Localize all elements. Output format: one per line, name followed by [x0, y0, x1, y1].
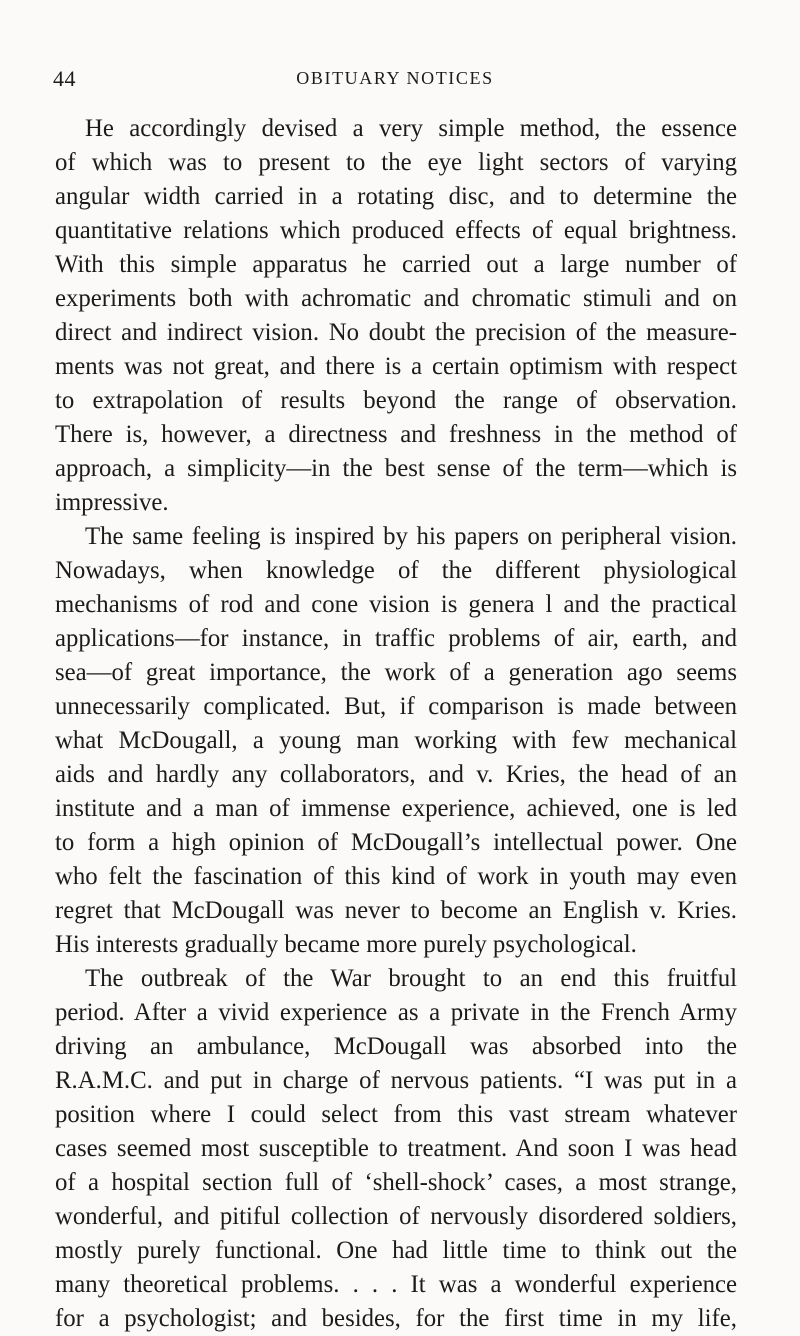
text-line: experiments both with achromatic and chromatic stimuli and on — [55, 285, 737, 312]
text-line: to form a high opinion of McDougall’s intellectual power. One — [55, 829, 737, 856]
page-header — [53, 66, 737, 96]
text-line: of which was to present to the eye light sectors of varying — [55, 149, 737, 176]
text-line: direct and indirect vision. No doubt the precision of the measure- — [55, 319, 737, 346]
text-line: Nowadays, when knowledge of the different physiological — [55, 557, 737, 584]
text-line: approach, a simplicity—in the best sense of the term—which is — [55, 455, 737, 482]
text-line: of a hospital section full of ‘shell-shock’ cases, a most strange, — [55, 1169, 737, 1196]
text-line: mostly purely functional. One had little time to think out the — [55, 1237, 737, 1264]
text-line: applications—for instance, in traffic problems of air, earth, and — [55, 625, 737, 652]
text-line: angular width carried in a rotating disc, and to determine the — [55, 183, 737, 210]
text-line: R.A.M.C. and put in charge of nervous patients. “I was put in a — [55, 1067, 737, 1094]
text-line: to extrapolation of results beyond the range of observation. — [55, 387, 737, 414]
text-line: There is, however, a directness and freshness in the method of — [55, 421, 737, 448]
running-title: OBITUARY NOTICES — [296, 68, 494, 88]
text-line: what McDougall, a young man working with few mechanical — [55, 727, 737, 754]
text-line: many theoretical problems. . . . It was a wonderful experience — [55, 1271, 737, 1298]
text-line: period. After a vivid experience as a private in the French Army — [55, 999, 737, 1026]
text-line: regret that McDougall was never to become an English v. Kries. — [55, 897, 737, 924]
text-line: wonderful, and pitiful collection of nervously disordered soldiers, — [55, 1203, 737, 1230]
text-line: quantitative relations which produced effects of equal brightness. — [55, 217, 737, 244]
text-line: His interests gradually became more purely psychological. — [55, 931, 637, 958]
text-line: aids and hardly any collaborators, and v. Kries, the head of an — [55, 761, 737, 788]
text-line: cases seemed most susceptible to treatment. And soon I was head — [55, 1135, 737, 1162]
text-line: With this simple apparatus he carried out a large number of — [55, 251, 737, 278]
text-line: The outbreak of the War brought to an end this fruitful — [85, 965, 737, 992]
text-line: The same feeling is inspired by his papers on peripheral vision. — [85, 523, 737, 550]
text-line: ments was not great, and there is a certain optimism with respect — [55, 353, 737, 380]
text-line: institute and a man of immense experience, achieved, one is led — [55, 795, 737, 822]
text-line: unnecessarily complicated. But, if comparison is made between — [55, 693, 737, 720]
text-line: sea—of great importance, the work of a generation ago seems — [55, 659, 737, 686]
text-line: who felt the fascination of this kind of work in youth may even — [55, 863, 737, 890]
text-line: position where I could select from this vast stream whatever — [55, 1101, 737, 1128]
text-line: for a psychologist; and besides, for the first time in my life, — [55, 1305, 737, 1332]
text-line: mechanisms of rod and cone vision is genera l and the practical — [55, 591, 737, 618]
page-number: 44 — [53, 66, 76, 91]
text-line: impressive. — [55, 489, 169, 516]
text-line: driving an ambulance, McDougall was absorbed into the — [55, 1033, 737, 1060]
body-text — [55, 112, 737, 1336]
text-line: He accordingly devised a very simple method, the essence — [85, 115, 737, 142]
